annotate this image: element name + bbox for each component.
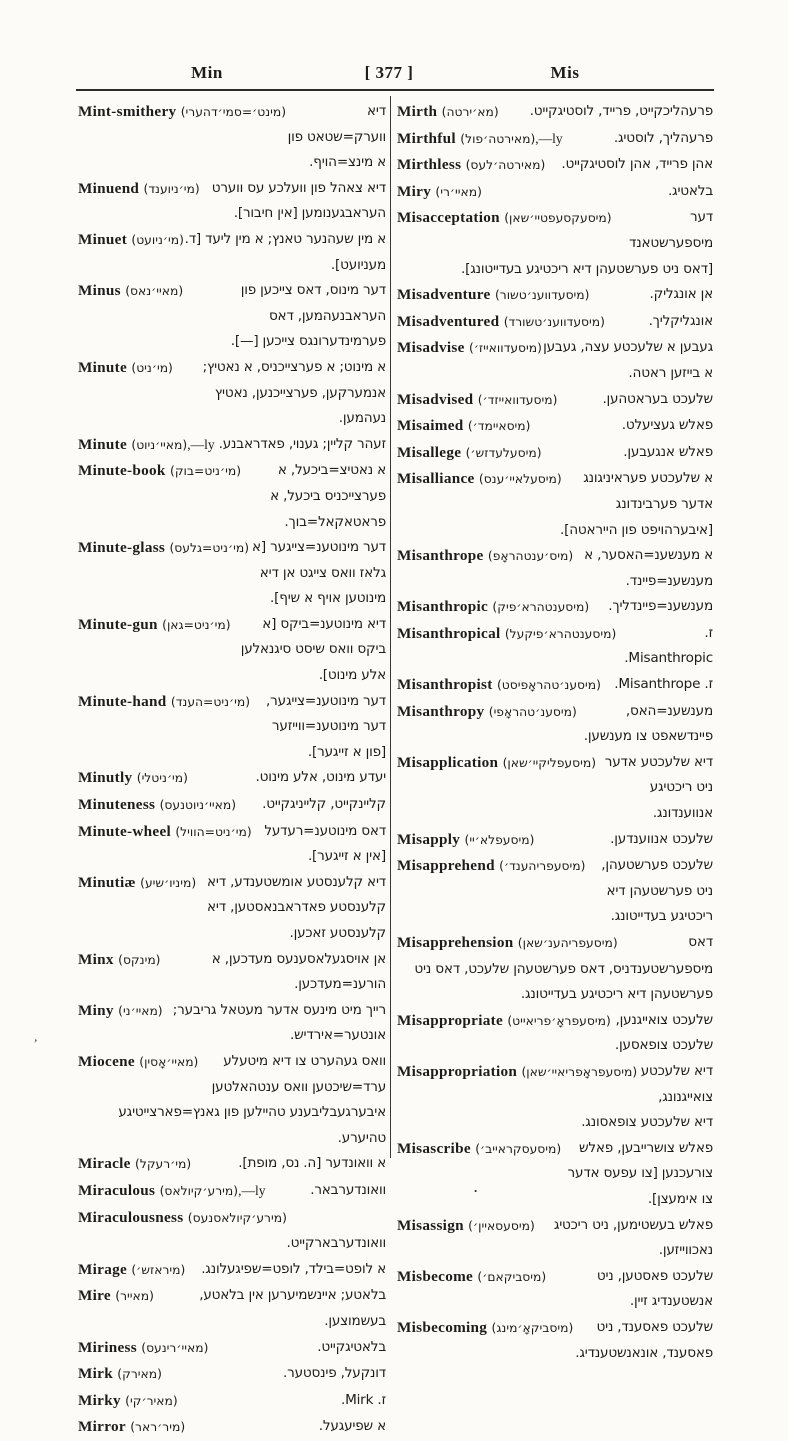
entry-headword-group [78,278,183,305]
dictionary-entry [78,176,386,227]
entry-ly-suffix: ,—ly [535,130,563,146]
dictionary-entry [78,870,386,947]
entry-headword-group [397,335,542,362]
entry-headword-group [397,1315,573,1342]
entry-headword-group [397,179,482,206]
entry-definition: דער מיספערשטאנד [דאס ניט פערשטעהן דיא ריכטיגע בעדייטונג]. [460,209,713,277]
entry-headword-group [78,819,252,846]
dictionary-entry [78,432,386,459]
entry-transliteration: (מאיי׳נאס) [125,284,184,299]
entry-transliteration: (מיסעדוואייזד׳) [477,392,558,407]
entry-headword-group [397,1213,535,1240]
entry-definition: יעדע מינוט, אלע מינוט. [255,769,386,786]
entry-transliteration: (מיסעפראָ׳פריאייט) [507,1013,611,1028]
entry-headword: Minuend [78,179,140,197]
entry-headword-group [78,458,241,485]
entry-headword-group [78,99,286,126]
entry-definition: אהן פרייד, אהן לוסטיגקייט. [561,156,713,173]
entry-definition: דיא שלעכטע אדער ניט ריכטיגע אנווענדונג. [604,753,713,822]
entry-transliteration: (מאייר) [115,1289,154,1304]
dictionary-entry [397,1008,713,1059]
entry-definition: דיא צאהל פון וועלכע עס ווערט העראבגענומען [אין חיבור]. [211,179,386,222]
entry-transliteration: (מאיי׳אָסין) [139,1054,199,1069]
dictionary-entry [78,355,386,432]
entry-transliteration: (מינט׳=סמי׳דהערי) [180,105,287,119]
guide-word-right: Mis [550,63,580,82]
entry-headword-group [78,1335,208,1362]
column-divider-rule [390,96,391,1158]
entry-definition: קליינקייט, קלייניגקייט. [262,796,386,813]
entry-definition: א שפיעגעל. [318,1418,386,1435]
entry-definition: ז. Misanthropic. [624,624,713,667]
dictionary-entry [397,1136,713,1213]
entry-definition: דער מינוס, דאס צייכען פון העראבנעהמען, דאס פערמינדערונגס צייכען [—]. [230,282,386,350]
entry-headword: Minute-gun [78,615,158,633]
entry-transliteration: (מיסעלאיי׳ענס) [478,472,562,487]
entry-definition: פרעהליכקייט, פרייד, לוסטיגקייט. [529,103,713,119]
entry-headword: Mirky [78,1391,121,1409]
entry-headword: Misanthropic [397,598,489,616]
entry-definition: דער מינוטענ=צייגער, דער מינוטענ=ווייזער [פון א זייגער]. [266,692,386,760]
entry-headword-group [78,1414,185,1441]
entry-transliteration: (מיסאיימד׳) [467,419,531,434]
entry-headword: Misanthropy [397,702,485,720]
entry-definition: פאלש געציעלט. [621,417,713,434]
entry-headword-group [397,440,542,467]
entry-headword: Miny [78,1001,114,1019]
dictionary-entry [397,1213,713,1264]
entry-transliteration: (מא׳ירטה) [441,105,499,119]
entry-definition: א מענשענ=האסער, א מענשענ=פיינד. [584,547,713,589]
entry-definition: פאלש בעשטימען, ניט ריכטיג נאכווייזען. [553,1216,713,1259]
entry-transliteration: (מאיר׳קי) [125,1393,178,1408]
dictionary-entry [397,1264,713,1315]
entry-headword-group [78,535,249,562]
entry-definition: דונקעל, פינסטער. [282,1365,386,1382]
entry-definition: דער מינוטענ=צייגער [א גלאז וואס צייגט אן דיא מינוטען אויף א שיף]. [252,539,386,607]
entry-definition: וואונדערבארקייט. [286,1235,386,1252]
entry-headword: Misanthrope [397,547,484,565]
entry-transliteration: (מיסעלעדזש׳) [465,445,542,460]
dictionary-entry [397,699,713,750]
entry-headword-group [397,621,616,648]
entry-transliteration: (מירע׳קיולאס) [159,1183,239,1198]
entry-transliteration: (מיסענ׳טהראָפיסט) [496,678,601,693]
dictionary-entry [78,947,386,998]
dictionary-entry [78,535,386,612]
entry-definition: וואס געהערט צו דיא מיטעלע ערד=שיכטען וואס ענטהאלטען איבערגעבליבענע טהיילען פון גאנץ=פארצייטיגע טהיערע. [118,1052,386,1146]
entry-headword-group [78,1361,162,1388]
entry-headword: Misassign [397,1216,464,1234]
entry-definition: א לופט=בילד, לופט=שפיגעלונג. [201,1260,386,1277]
dictionary-entry [397,543,713,594]
entry-definition: א מינוט; א פערצייכניס, א נאטיץ; אנמערקען, פערצייכנען, נאטיץ נעהמען. [202,358,386,427]
dictionary-entry [78,1178,386,1205]
entry-headword-group [397,543,573,570]
dictionary-entry [78,1049,386,1151]
entry-headword-group [397,930,618,957]
entry-headword-group [397,1008,611,1035]
entry-definition: א שלעכטע פעראיניגונג אדער פערבינדונג [איבערהויפט פון הייראטה]. [560,470,713,538]
dictionary-entry [78,1205,386,1257]
entry-headword: Misapprehend [397,857,495,875]
entry-transliteration: (מי׳ניועט) [131,232,184,247]
dictionary-entry [397,440,713,467]
entry-transliteration: (מאיי׳ני) [118,1003,163,1018]
dictionary-entry [397,99,713,126]
entry-headword-group [397,1136,561,1163]
dictionary-entry [397,335,713,386]
dictionary-entry [78,792,386,819]
entry-headword-group [78,765,188,792]
entry-definition: מענשענ=האס, פיינדשאפט צו מענשען. [583,702,713,745]
entry-transliteration: (מי׳ניט=הוויל) [175,824,252,839]
entry-headword: Mirror [78,1418,126,1436]
entry-transliteration: (מי׳ניט=גאן) [162,617,231,632]
dictionary-entry [78,278,386,355]
entry-headword-group [78,1151,191,1178]
entry-transliteration: (מאירטה׳לעס) [465,158,546,173]
dictionary-entry [397,466,713,543]
entry-headword: Minuteness [78,796,156,814]
entry-definition: דיא שלעכטע צואייגנונג, דיא שלעכטע צופאסונג. [581,1062,713,1131]
entry-headword-group [78,1049,198,1076]
entry-definition: וואונדערבאר. [310,1181,386,1198]
entry-headword-group [78,1257,185,1284]
entry-headword: Minute-hand [78,692,167,710]
entry-headword: Misascribe [397,1139,471,1157]
entry-headword-group [397,594,589,621]
entry-headword: Miraculousness [78,1208,184,1226]
entry-transliteration: (מיסעפראָפריאיי׳שאן) [521,1064,638,1079]
entry-definition: געבען א שלעכטע עצה, געבען א בייזען ראטה. [543,339,713,381]
dictionary-entry [78,458,386,535]
dictionary-entry [78,1283,386,1334]
entry-transliteration: (מיסעפריהענ׳שאן) [517,936,618,950]
entry-transliteration: (מירע׳קיולאסנעס) [187,1210,287,1225]
entry-headword: Minute-glass [78,539,166,557]
dictionary-entry [78,1361,386,1388]
dictionary-entry [397,1315,713,1366]
right-column [397,99,713,1366]
entry-headword: Minute-book [78,462,166,480]
entry-headword-group [397,466,562,493]
entry-headword-group [397,827,534,854]
entry-headword: Mirth [397,103,438,120]
entry-headword: Minute [78,358,128,376]
entry-transliteration: (מיסביקאָ׳מינג) [491,1320,574,1335]
entry-headword-group [78,227,184,254]
entry-transliteration: (מי׳ניט) [131,360,173,375]
entry-transliteration: (מי׳רעקל) [135,1157,192,1172]
entry-transliteration: (מיסעפליקיי׳שאן) [502,755,597,770]
entry-headword: Minx [78,950,114,968]
dictionary-entry [78,99,386,176]
entry-headword-group [397,152,545,179]
entry-definition: שלעכט פערשטעהן, ניט פערשטעהן דיא ריכטיגע בעדייטונג. [601,857,713,925]
entry-headword-group [397,1264,546,1291]
entry-definition: דיא מינוטענ=ביקס [א ביקס וואס שיסט סיגנאלען אלע מינוט]. [240,615,386,684]
entry-headword: Misacceptation [397,209,500,227]
entry-headword-group [78,870,196,897]
entry-transliteration: (מאיי׳ניוטנעס) [159,798,236,813]
entry-headword-group [78,1283,154,1310]
dictionary-entry [397,126,713,153]
entry-transliteration: (מיסביקאם׳) [477,1269,547,1284]
dictionary-entry [78,765,386,792]
entry-transliteration: (מאירק) [117,1367,162,1382]
entry-headword-group [397,750,596,777]
entry-headword: Minute [78,435,128,453]
dictionary-entry [397,282,713,309]
entry-definition: א נאטיצ=ביכעל, א פערצייכניס ביכעל, א פראטאקאל=בוך. [270,462,386,530]
entry-headword: Minute-wheel [78,822,172,840]
dictionary-entry [397,594,713,621]
dictionary-entry [397,309,713,336]
entry-headword: Misbecoming [397,1318,488,1336]
entry-headword: Misallege [397,443,462,461]
entry-definition: פאלש אנגעבען. [623,443,713,460]
entry-headword: Misanthropical [397,624,501,642]
dictionary-entry [397,387,713,414]
entry-definition: דיא קלענסטע אומשטענדע, דיא קלענסטע פאדראבנאסטען, דיא קלענסטע זאכען. [207,873,386,941]
entry-transliteration: (מי׳ניט=הענד) [170,694,251,709]
header-rule [76,89,714,91]
entry-definition: בלאטיגקייט. [317,1338,386,1355]
dictionary-entry [397,750,713,827]
entry-transliteration: (מיס׳ענטהראָפ) [487,549,574,564]
dictionary-entry [397,621,713,672]
entry-headword-group [397,282,589,309]
entry-headword: Misbecome [397,1267,474,1285]
entry-ly-suffix: ,—ly [187,436,215,452]
entry-headword-group [397,1059,637,1086]
dictionary-entry [397,413,713,440]
entry-definition: דיא ווערק=שטאט פון א מינצ=הויף. [287,103,386,171]
entry-definition: מענשענ=פיינדליך. [608,598,713,615]
entry-transliteration: (מי׳ניט=גלעס) [169,541,249,556]
dictionary-entry [78,227,386,278]
entry-headword-group [397,205,612,232]
entry-headword: Minutiæ [78,873,136,891]
dictionary-entry [397,672,713,699]
entry-headword-group [78,176,200,203]
entry-headword: Misappropriation [397,1062,518,1080]
entry-headword-group [397,672,601,699]
entry-definition: שלעכט בעראטהען. [602,390,713,407]
entry-transliteration: (מיסענטהרא׳פיקעל) [504,626,617,641]
entry-definition: דאס מינוטענ=רעדעל [אין א זייגער]. [264,822,386,865]
entry-headword: Miry [397,182,432,200]
entry-headword: Misapplication [397,753,499,771]
entry-headword: Misapply [397,830,461,848]
dictionary-entry [78,689,386,766]
entry-transliteration: (מיסענטהרא׳פיק) [492,600,590,615]
entry-transliteration: (מי׳ניטלי) [136,771,188,786]
entry-headword: Misanthropist [397,676,493,694]
entry-headword: Miocene [78,1052,135,1070]
entry-headword-group [397,699,577,726]
entry-transliteration: (מיסעדווענ׳טשור) [494,288,590,303]
dictionary-entry [397,179,713,206]
entry-headword: Mirk [78,1365,113,1383]
entry-transliteration: (מי׳ניט=בוק) [170,464,241,479]
entry-headword: Misadvised [397,390,474,408]
entry-headword: Misadvise [397,339,465,357]
dictionary-entry [78,1388,386,1415]
entry-headword: Miraculous [78,1181,156,1199]
entry-headword: Mirthful [397,129,456,147]
entry-headword: Misapprehension [397,934,514,951]
entry-transliteration: (מיסעפריהענד׳) [499,859,586,874]
entry-definition: שלעכט צואייגנען, שלעכט צופאסען. [614,1011,713,1054]
entry-headword: Misadventure [397,286,491,304]
entry-headword-group [78,612,231,639]
entry-definition: שלעכט פאסטען, ניט אנשטענדיג זיין. [596,1267,713,1310]
entry-transliteration: (מאיי׳רינעס) [141,1340,209,1355]
entry-definition: ז. Mirk. [340,1391,386,1408]
entry-headword: Mint-smithery [78,103,177,120]
entry-transliteration: (מאיי׳ניוט) [131,437,188,452]
entry-transliteration: (מיניו׳שיע) [140,875,197,890]
entry-headword-group [78,355,173,382]
entry-headword: Misalliance [397,470,475,488]
stray-dot-mark: . [474,1180,478,1195]
entry-definition: אן אונגליק. [649,286,713,303]
entry-headword-group [78,689,250,716]
entry-definition: זעהר קליין; גענוי, פאדראבנע. [218,435,386,452]
entry-headword: Misaimed [397,417,464,435]
entry-transliteration: (מיר׳ראר) [130,1420,186,1435]
entry-transliteration: (מיסענ׳טהראָפי) [488,704,577,719]
entry-headword: Mirthless [397,156,462,174]
entry-definition: בלאטע; איינשמיערען אין בלאטע, בעשמוצען. [199,1287,386,1329]
entry-transliteration: (מיסעדוואייז׳) [469,341,542,356]
entry-headword: Minus [78,282,121,300]
dictionary-entry [397,930,713,1008]
dictionary-entry [397,1059,713,1136]
entry-transliteration: (מינקס) [118,952,161,967]
entry-headword-group [397,387,557,414]
entry-definition: ז. Misanthrope. [614,676,713,693]
entry-transliteration: (מיסעקסעפטיי׳שאן) [504,211,612,226]
entry-definition: אונגליקליך. [648,312,713,329]
entry-headword: Mirage [78,1260,128,1278]
dictionary-entry [78,819,386,870]
entry-definition: דאס מיספערשטענדניס, דאס פערשטעהן שלעכט, דאס ניט פערשטעהן דיא ריכטיגע בעדייטונג. [414,934,713,1003]
entry-headword: Mire [78,1287,111,1305]
entry-headword: Misadventured [397,312,500,330]
page-number: [ 377 ] [364,63,414,82]
dictionary-entry [78,998,386,1049]
entry-headword-group [78,432,215,459]
dictionary-entry [78,1151,386,1178]
entry-transliteration: (מיסעדווענ׳טשורד) [503,314,605,329]
dictionary-entry [78,612,386,689]
entry-headword-group [78,792,236,819]
dictionary-entry [397,152,713,179]
entry-transliteration: (מיסעסאיין׳) [468,1218,535,1233]
left-column [78,99,386,1441]
guide-word-left: Min [191,63,223,82]
entry-definition: שלעכט פאסענד, ניט פאסענד, אונאנשטענדיג. [575,1318,713,1361]
entry-definition: פאלש צושרייבען, פאלש צורעכנען [צו עפעס אדער צו אימעצן]. [567,1139,713,1207]
entry-headword-group [397,126,563,153]
entry-definition: שלעכט אנווענדען. [610,830,713,847]
entry-definition: בלאטיג. [667,182,713,199]
entry-transliteration: (מאיי׳רי) [435,184,482,199]
entry-definition: א מין שעהנער טאנץ; א מין ליעד [ד. מעניועט]. [184,230,386,273]
entry-transliteration: (מי׳ניוענד) [143,181,200,196]
entry-headword-group [78,998,163,1025]
dictionary-entry [397,205,713,282]
entry-headword-group [78,1388,178,1415]
entry-headword-group [78,947,160,974]
entry-headword: Miriness [78,1338,137,1356]
entry-transliteration: (מיסעסקראייב׳) [475,1141,562,1156]
entry-headword-group [397,309,605,336]
dictionary-entry [78,1335,386,1362]
entry-headword: Minuet [78,230,128,248]
entry-definition: אן אויסגעלאסענעס מעדכען, א הורענ=מעדכען. [211,950,386,993]
entry-headword-group [397,853,585,880]
entry-transliteration: (מאירטה׳פול) [460,131,536,146]
entry-headword-group [78,1205,287,1232]
dictionary-entry [78,1257,386,1284]
dictionary-entry [397,827,713,854]
entry-headword: Miracle [78,1155,131,1173]
entry-definition: פרעהליך, לוסטיג. [613,129,713,146]
entry-transliteration: (מיראזש׳) [131,1262,186,1277]
entry-ly-suffix: ,—ly [238,1182,266,1198]
entry-headword-group [78,1178,265,1205]
entry-transliteration: (מיסעפלא׳יי) [464,832,535,847]
entry-headword-group [397,99,499,126]
entry-definition: רייך מיט מינעס אדער מעטאל גריבער; אונטער=אירדיש. [172,1001,386,1044]
entry-headword: Misappropriate [397,1011,504,1029]
entry-definition: א וואונדער [ה. נס, מופת]. [238,1155,386,1172]
dictionary-entry [397,853,713,930]
entry-headword: Minutly [78,769,133,787]
entry-headword-group [397,413,530,440]
dictionary-entry [78,1414,386,1441]
margin-tick-mark: ʼ [32,1035,39,1052]
